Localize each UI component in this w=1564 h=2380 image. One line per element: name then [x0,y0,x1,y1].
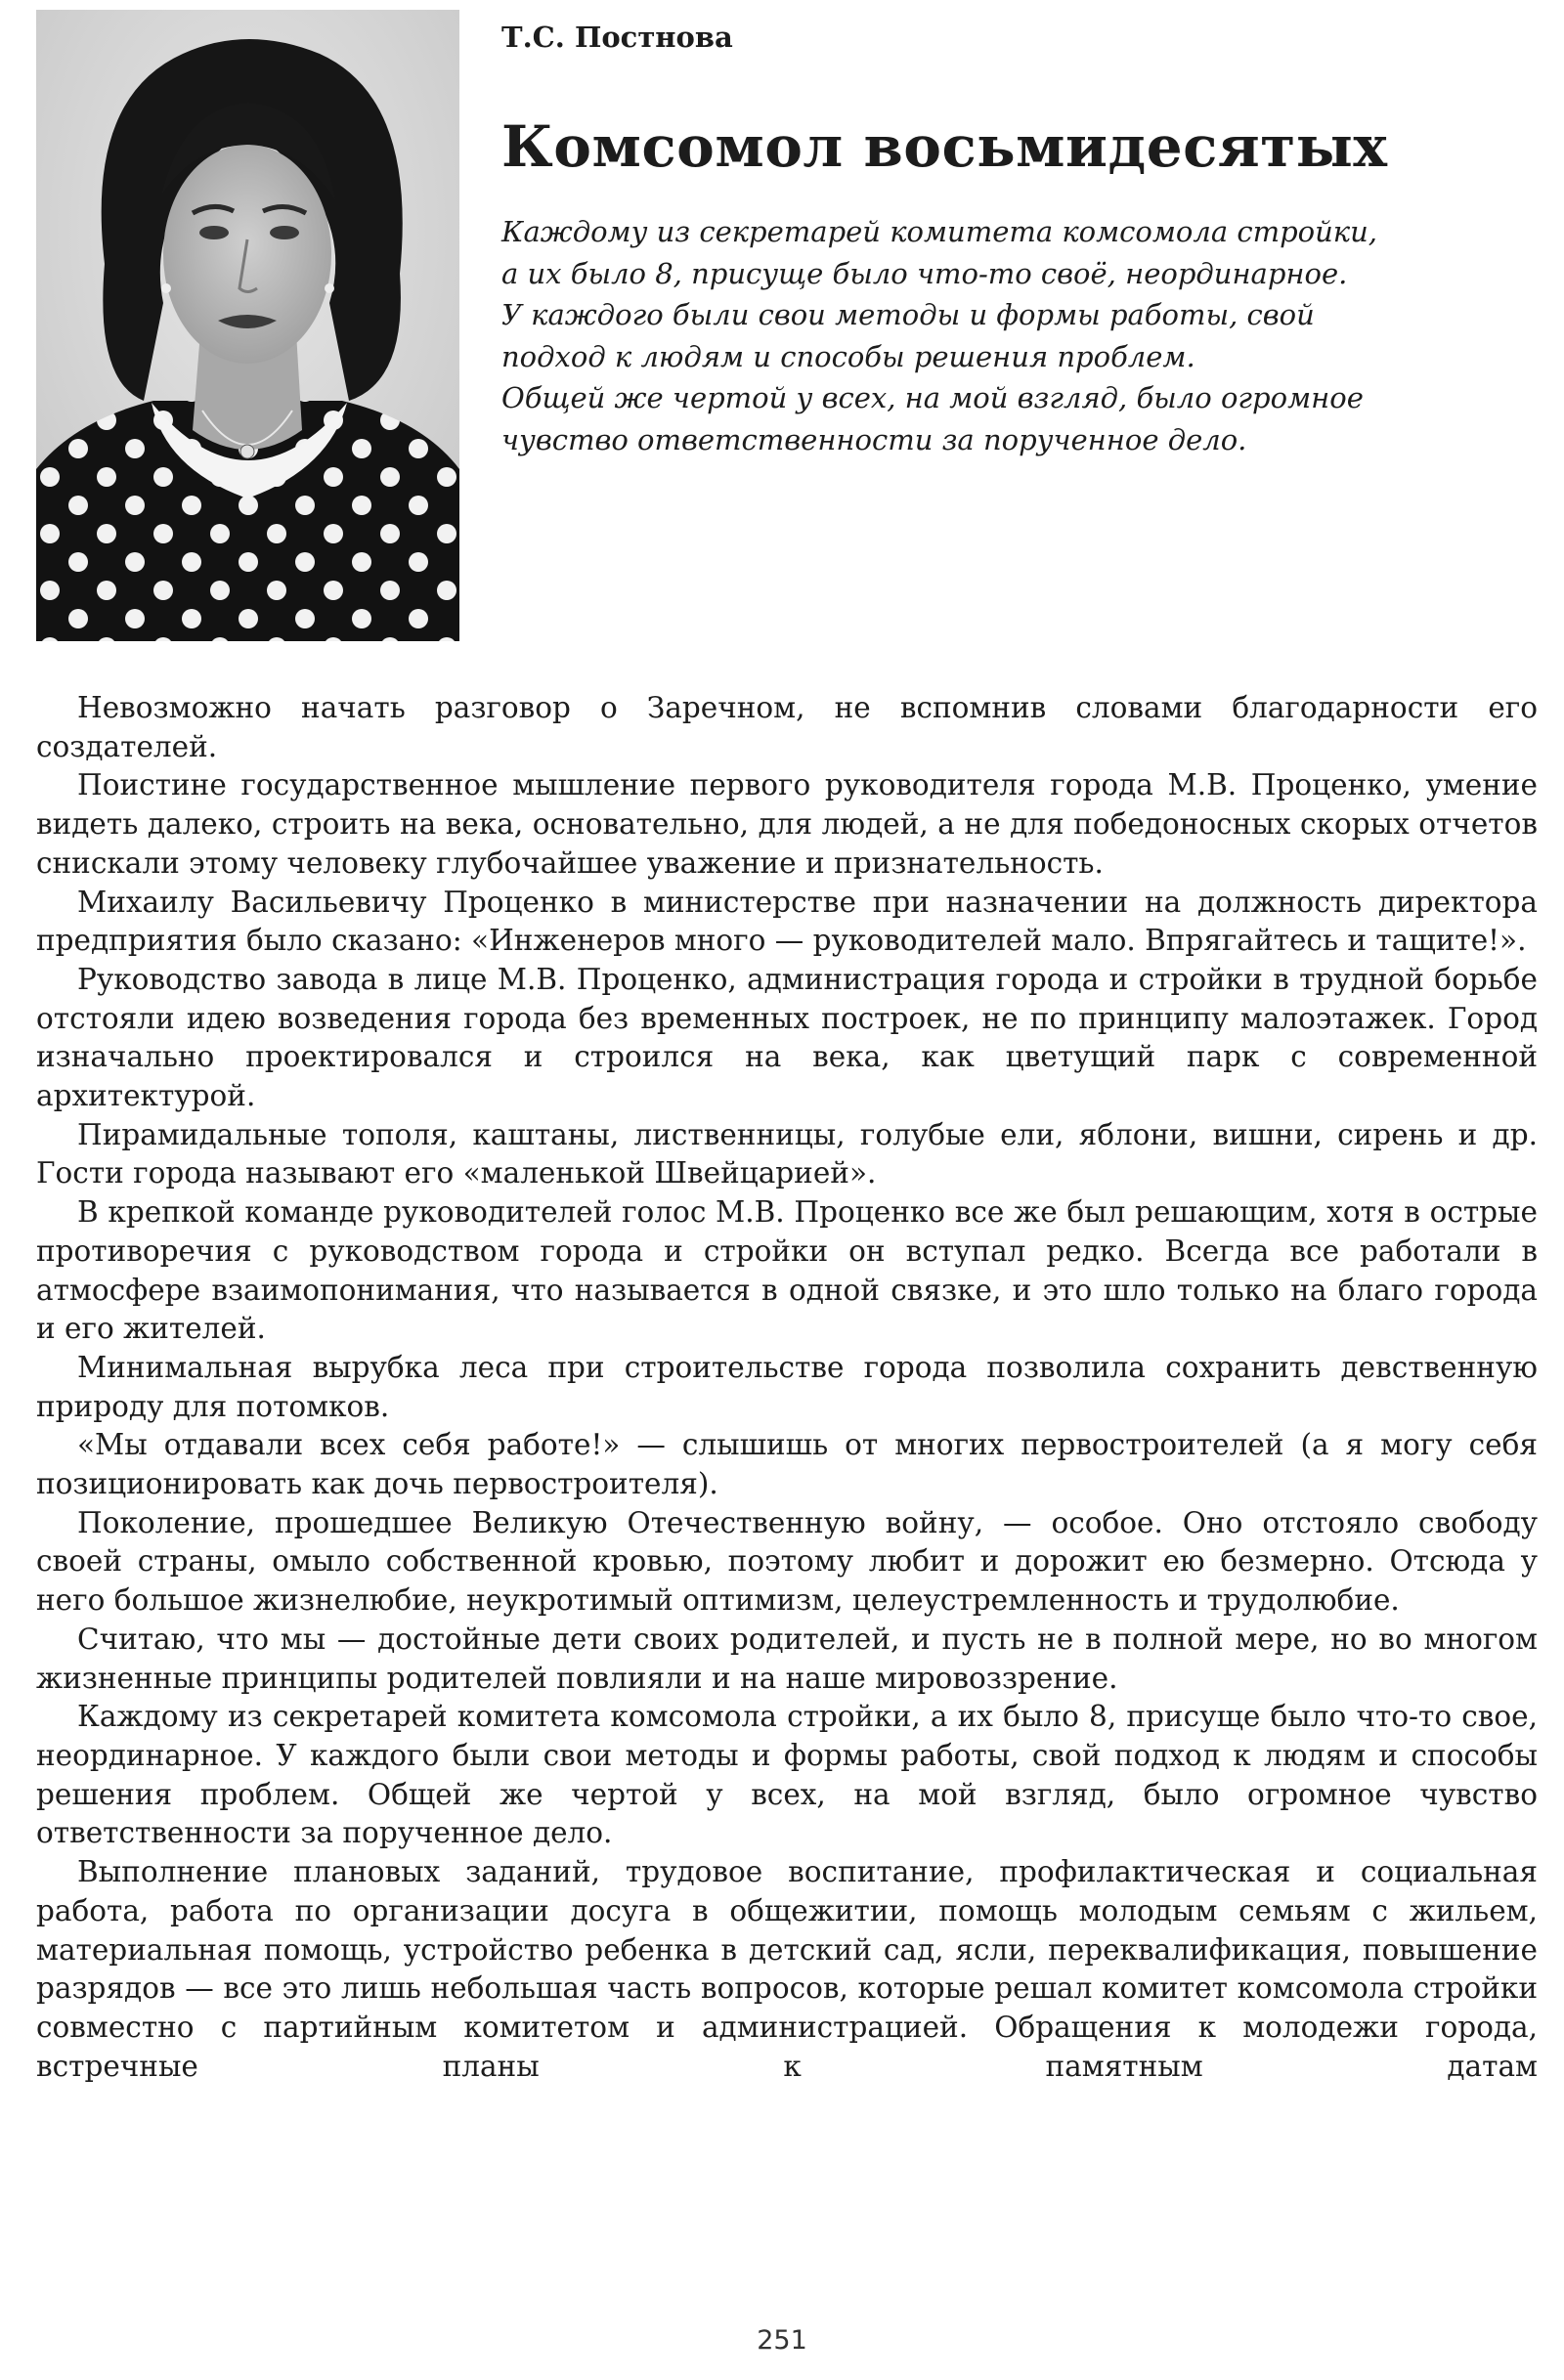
portrait-photo-icon [36,10,459,641]
epigraph [501,211,1518,460]
author-name: Т.С. Постнова [501,21,733,54]
epigraph-line: а их было 8, присуще было что-то своё, неординарное. [501,256,1348,290]
paragraph: Пирамидальные тополя, каштаны, лиственницы, голубые ели, яблони, вишни, сирень и др. Гости города называют его «маленькой Швейцарией». [36,1117,1538,1190]
epigraph-line: подход к людям и способы решения проблем. [501,339,1195,373]
paragraph: Поистине государственное мышление первого руководителя города М.В. Проценко, умение видеть далеко, строить на века, основательно, для людей, а не для победоносных скорых отчетов снискали этому человеку глубочайшее уважение и признательность. [36,768,1538,880]
epigraph-line: Общей же чертой у всех, на мой взгляд, было огромное [501,381,1364,414]
article-body [36,689,1538,2086]
paragraph: Михаилу Васильевичу Проценко в министерстве при назначении на должность директора предприятия было сказано: «Инженеров много — руководителей мало. Впрягайтесь и тащите!». [36,885,1538,958]
paragraph: Невозможно начать разговор о Заречном, не вспомнив словами благодарности его создателей. [36,691,1538,763]
paragraph: Считаю, что мы — достойные дети своих родителей, и пусть не в полной мере, но во многом жизненные принципы родителей повлияли и на наше мировоззрение. [36,1622,1538,1695]
author-photo [36,10,459,641]
paragraph: Выполнение плановых заданий, трудовое воспитание, профилактическая и социальная работа, работа по организации досуга в общежитии, помощь молодым семьям с жильем, материальная помощь, устройство ребенка в детский сад, ясли, переквалификация, повышение разрядов — все это лишь небольшая часть вопросов, которые решал комитет комсомола стройки совместно с партийным комитетом и администрацией. Обращения к молодежи города, встречные планы к памятным датам [36,1855,1538,2083]
paragraph: «Мы отдавали всех себя работе!» — слышишь от многих первостроителей (а я могу себя позиционировать как дочь первостроителя). [36,1428,1538,1501]
paragraph: Руководство завода в лице М.В. Проценко, администрация города и стройки в трудной борьбе отстояли идею возведения города без временных построек, не по принципу малоэтажек. Город изначально проектировался и строился на века, как цветущий парк с современной архитектурой. [36,962,1538,1113]
article-title: Комсомол восьмидесятых [501,113,1388,180]
page-number: 251 [757,2325,807,2356]
epigraph-line: Каждому из секретарей комитета комсомола стройки, [501,215,1378,248]
paragraph: Каждому из секретарей комитета комсомола стройки, а их было 8, присуще было что-то свое, неординарное. У каждого были свои методы и формы работы, свой подход к людям и способы решения проблем. Общей же чертой у всех, на мой взгляд, было огромное чувство ответственности за порученное дело. [36,1700,1538,1850]
article-header [501,18,1518,460]
epigraph-line: У каждого были свои методы и формы работы, свой [501,298,1315,331]
epigraph-line: чувство ответственности за порученное дело. [501,422,1247,456]
paragraph: Минимальная вырубка леса при строительстве города позволила сохранить девственную природу для потомков. [36,1350,1538,1423]
paragraph: В крепкой команде руководителей голос М.В. Проценко все же был решающим, хотя в острые противоречия с руководством города и стройки он вступал редко. Всегда все работали в атмосфере взаимопонимания, что называется в одной связке, и это шло только на благо города и его жителей. [36,1195,1538,1346]
paragraph: Поколение, прошедшее Великую Отечественную войну, — особое. Оно отстояло свободу своей страны, омыло собственной кровью, поэтому любит и дорожит ею безмерно. Отсюда у него большое жизнелюбие, неукротимый оптимизм, целеустремленность и трудолюбие. [36,1505,1538,1618]
